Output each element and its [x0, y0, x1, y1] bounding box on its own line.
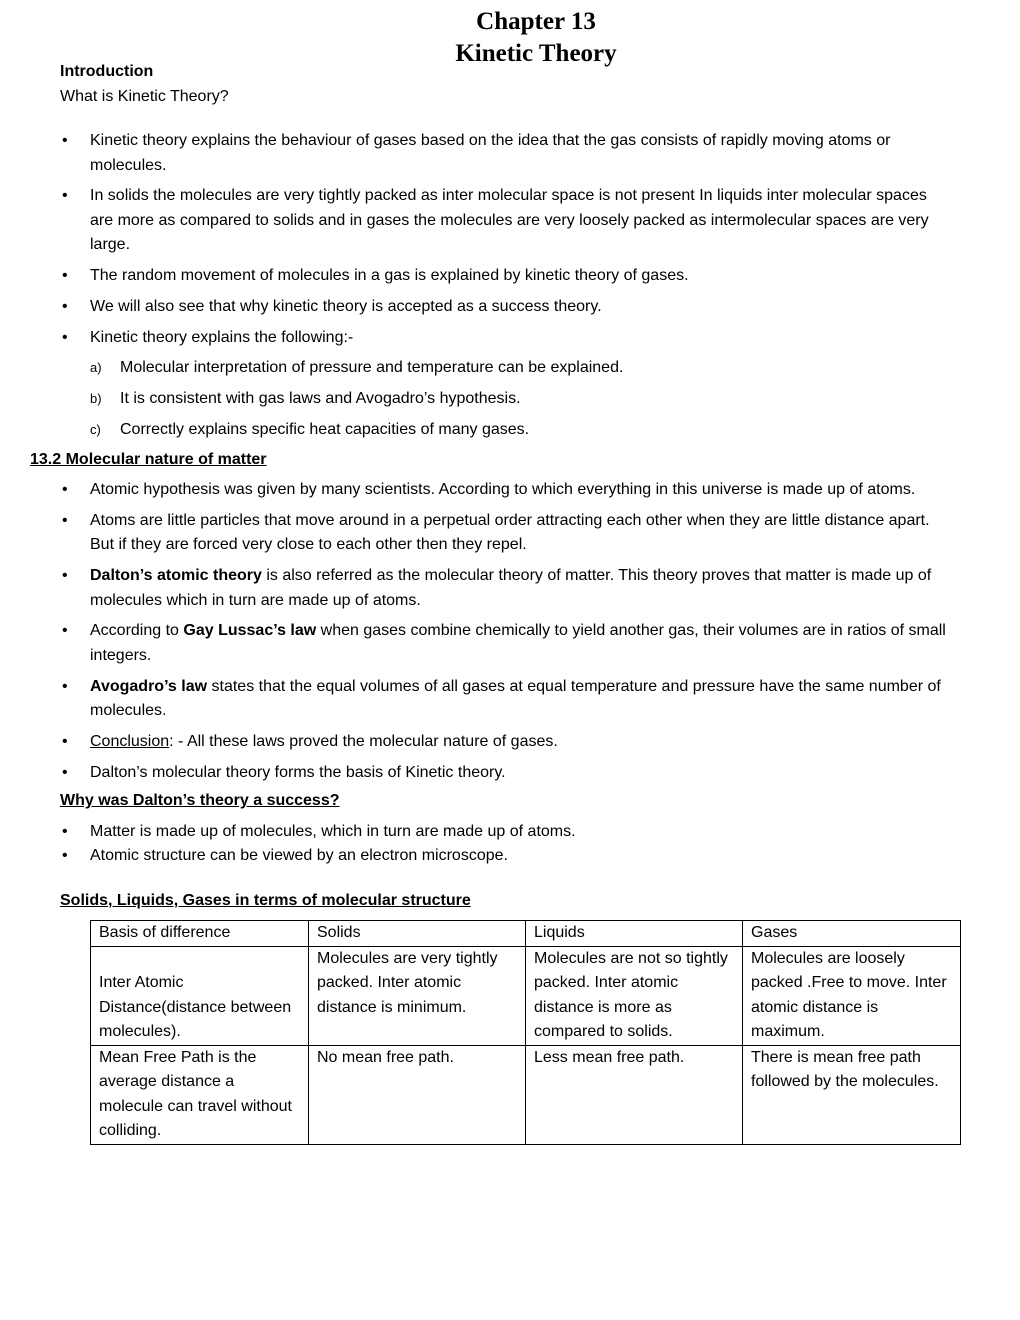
- bold-term: Gay Lussac’s law: [183, 622, 317, 640]
- list-marker: c): [90, 422, 101, 438]
- table-cell: There is mean free path followed by the molecules.: [743, 1045, 961, 1144]
- text: According to: [90, 622, 184, 640]
- chapter-number: Chapter 13: [476, 8, 596, 35]
- document-body: [30, 60, 960, 1145]
- table-header: Solids: [309, 921, 526, 947]
- sublist-text: Correctly explains specific heat capacities of many gases.: [120, 421, 530, 439]
- list-item: [60, 564, 950, 613]
- text: : - All these laws proved the molecular nature of gases.: [169, 733, 558, 751]
- section-heading: 13.2 Molecular nature of matter: [30, 450, 267, 468]
- list-marker: a): [90, 360, 102, 376]
- list-item: • Matter is made up of molecules, which in turn are made up of atoms.: [60, 820, 950, 845]
- sublist-item: [90, 356, 960, 381]
- intro-sublist: [60, 356, 960, 442]
- list-item: • Atomic structure can be viewed by an electron microscope.: [60, 844, 950, 869]
- table-header: Liquids: [526, 921, 743, 947]
- list-item: • Atomic hypothesis was given by many scientists. According to which everything in this universe is made up of atoms.: [60, 478, 950, 503]
- list-item: • Atoms are little particles that move around in a perpetual order attracting each other when they are little distance apart. But if they are forced very close to each other then they repel.: [60, 509, 950, 558]
- list-item: • Dalton’s molecular theory forms the basis of Kinetic theory.: [60, 761, 950, 786]
- table-cell: Mean Free Path is the average distance a molecule can travel without colliding.: [91, 1045, 309, 1144]
- list-item: • In solids the molecules are very tightly packed as inter molecular space is not present In liquids inter molecular spaces are more as compared to solids and in gases the molecules are very loosely packed as intermolecular spaces are very large.: [60, 184, 950, 258]
- bold-term: Dalton’s atomic theory: [90, 567, 262, 585]
- table-cell: Molecules are loosely packed .Free to move. Inter atomic distance is maximum.: [743, 946, 961, 1045]
- table-header: Gases: [743, 921, 961, 947]
- table-header-row: [91, 921, 961, 947]
- table-header: Basis of difference: [91, 921, 309, 947]
- list-item: • Kinetic theory explains the following:-: [60, 326, 950, 351]
- list-item: [60, 619, 950, 668]
- intro-bullets: [60, 129, 960, 350]
- text: is also referred as the molecular theory of matter. This theory proves that matter is made up of molecules which in turn are made up of atoms.: [90, 567, 932, 609]
- dalton-bullets: [60, 820, 960, 869]
- chapter-name: Kinetic Theory: [455, 40, 617, 67]
- list-marker: b): [90, 391, 102, 407]
- underlined-term: Conclusion: [90, 733, 170, 751]
- table-row: [91, 946, 961, 1045]
- section-heading: Solids, Liquids, Gases in terms of molecular structure: [60, 891, 471, 909]
- sublist-text: It is consistent with gas laws and Avogadro’s hypothesis.: [120, 390, 521, 408]
- table-cell: Molecules are very tightly packed. Inter atomic distance is minimum.: [309, 946, 526, 1045]
- list-item: • The random movement of molecules in a gas is explained by kinetic theory of gases.: [60, 264, 950, 289]
- text: when gases combine chemically to yield another gas, their volumes are in ratios of small integers.: [90, 622, 946, 664]
- table-cell: No mean free path.: [309, 1045, 526, 1144]
- comparison-table: [90, 920, 961, 1145]
- table-row: [91, 1045, 961, 1144]
- table-cell: Molecules are not so tightly packed. Inter atomic distance is more as compared to solids.: [526, 946, 743, 1045]
- sublist-item: [90, 418, 960, 443]
- bold-term: Avogadro’s law: [90, 677, 208, 695]
- intro-heading: Introduction: [60, 63, 154, 80]
- list-item: [60, 675, 950, 724]
- intro-question: What is Kinetic Theory?: [60, 87, 229, 105]
- list-item: • We will also see that why kinetic theory is accepted as a success theory.: [60, 295, 950, 320]
- list-item: [60, 730, 950, 755]
- table-cell: Inter Atomic Distance(distance between molecules).: [91, 946, 309, 1045]
- section-heading: Why was Dalton’s theory a success?: [60, 792, 340, 810]
- section-bullets: [60, 478, 960, 785]
- list-item: • Kinetic theory explains the behaviour of gases based on the idea that the gas consists of rapidly moving atoms or molecules.: [60, 129, 950, 178]
- table-cell: Less mean free path.: [526, 1045, 743, 1144]
- sublist-text: Molecular interpretation of pressure and temperature can be explained.: [120, 359, 624, 377]
- text: states that the equal volumes of all gases at equal temperature and pressure have the same number of molecules.: [90, 677, 941, 720]
- sublist-item: [90, 387, 960, 412]
